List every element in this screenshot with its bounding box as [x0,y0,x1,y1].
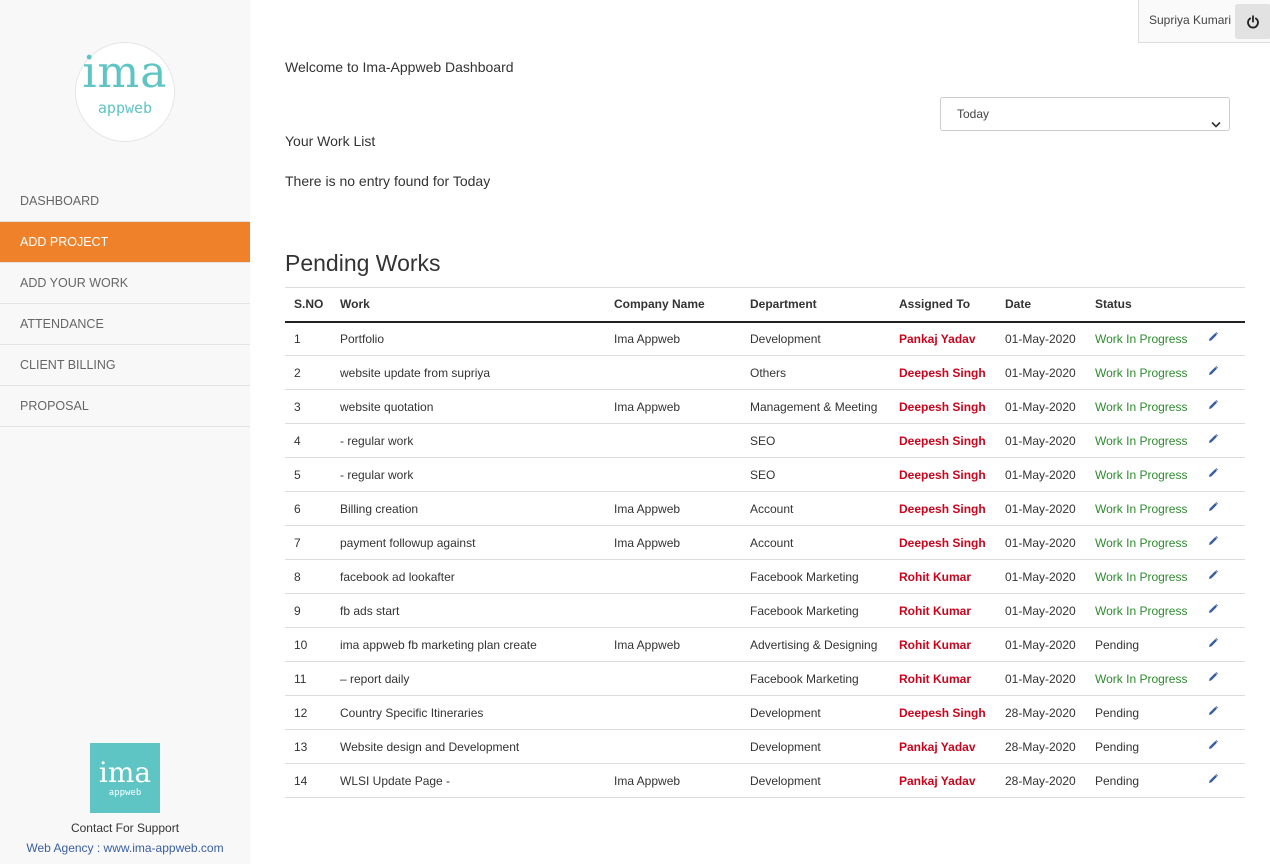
cell-date: 01-May-2020 [1005,569,1076,584]
table-row [285,560,1245,594]
cell-department: Facebook Marketing [750,671,859,686]
table-row [285,322,1245,356]
cell-status: Work In Progress [1095,399,1188,414]
cell-assigned-to: Deepesh Singh [899,535,986,550]
cell-assigned-to: Pankaj Yadav [899,773,976,788]
table-row [285,424,1245,458]
cell-sno: 3 [294,399,301,414]
cell-work: Billing creation [340,501,419,516]
cell-status: Work In Progress [1095,433,1188,448]
cell-department: Others [750,365,787,380]
cell-work: WLSI Update Page - [340,773,451,788]
cell-date: 01-May-2020 [1005,603,1076,618]
cell-department: Account [750,501,794,516]
cell-date: 01-May-2020 [1005,399,1076,414]
cell-company [614,458,750,492]
cell-status: Work In Progress [1095,671,1188,686]
cell-department: SEO [750,467,776,482]
cell-work: – report daily [340,671,410,686]
cell-assigned-to: Pankaj Yadav [899,331,976,346]
cell-assigned-to: Rohit Kumar [899,671,971,686]
cell-department: Development [750,705,821,720]
edit-icon[interactable] [1207,433,1219,445]
cell-company [614,424,750,458]
table-row [285,492,1245,526]
cell-actions [1207,662,1245,696]
cell-work: - regular work [340,433,414,448]
cell-company: Ima Appweb [614,535,681,550]
col-header-actions [1207,288,1245,322]
cell-sno: 4 [294,433,301,448]
cell-department: SEO [750,433,776,448]
cell-status: Work In Progress [1095,501,1188,516]
cell-actions [1207,322,1245,356]
table-row [285,696,1245,730]
welcome-text: Welcome to Ima-Appweb Dashboard [285,59,514,75]
cell-status: Pending [1095,739,1140,754]
cell-assigned-to: Deepesh Singh [899,365,986,380]
cell-sno: 11 [294,671,307,686]
cell-department: Facebook Marketing [750,569,859,584]
edit-icon[interactable] [1207,399,1219,411]
brand-logo[interactable] [75,42,175,142]
cell-assigned-to: Rohit Kumar [899,637,971,652]
cell-status: Pending [1095,637,1140,652]
sidebar-item-add-project[interactable]: ADD PROJECT [0,222,250,263]
cell-company [614,662,750,696]
cell-assigned-to: Rohit Kumar [899,603,971,618]
cell-company [614,730,750,764]
cell-assigned-to: Rohit Kumar [899,569,971,584]
cell-actions [1207,594,1245,628]
cell-work: facebook ad lookafter [340,569,455,584]
sidebar-item-client-billing[interactable]: CLIENT BILLING [0,345,250,386]
cell-status: Work In Progress [1095,569,1188,584]
table-row [285,390,1245,424]
cell-company: Ima Appweb [614,399,681,414]
cell-work: payment followup against [340,535,476,550]
edit-icon[interactable] [1207,637,1219,649]
cell-actions [1207,696,1245,730]
cell-assigned-to: Deepesh Singh [899,467,986,482]
cell-department: Facebook Marketing [750,603,859,618]
cell-sno: 6 [294,501,301,516]
support-text: Contact For Support [70,821,180,835]
cell-work: Country Specific Itineraries [340,705,484,720]
cell-date: 01-May-2020 [1005,501,1076,516]
cell-work: ima appweb fb marketing plan create [340,637,537,652]
edit-icon[interactable] [1207,501,1219,513]
col-header-company: Company Name [614,297,705,312]
cell-actions [1207,764,1245,798]
cell-status: Pending [1095,705,1140,720]
cell-company: Ima Appweb [614,501,681,516]
table-header-row [285,288,1245,322]
sidebar-item-proposal[interactable]: PROPOSAL [0,386,250,427]
date-filter-select[interactable] [940,97,1230,131]
table-row [285,662,1245,696]
cell-assigned-to: Deepesh Singh [899,705,986,720]
col-header-work: Work [340,297,370,312]
edit-icon[interactable] [1207,671,1219,683]
footer-logo-text-main: ima [98,756,152,789]
edit-icon[interactable] [1207,467,1219,479]
cell-sno: 5 [294,467,301,482]
cell-company [614,594,750,628]
cell-work: - regular work [340,467,414,482]
cell-company: Ima Appweb [614,637,681,652]
table-row [285,458,1245,492]
cell-date: 01-May-2020 [1005,637,1076,652]
edit-icon[interactable] [1207,603,1219,615]
cell-date: 28-May-2020 [1005,739,1076,754]
edit-icon[interactable] [1207,569,1219,581]
table-row [285,526,1245,560]
cell-date: 01-May-2020 [1005,671,1076,686]
col-header-assigned: Assigned To [899,297,971,312]
table-row [285,356,1245,390]
agency-link[interactable]: Web Agency : www.ima-appweb.com [26,841,224,855]
cell-assigned-to: Deepesh Singh [899,501,986,516]
cell-sno: 14 [294,773,308,788]
sidebar-item-attendance[interactable]: ATTENDANCE [0,304,250,345]
cell-actions [1207,526,1245,560]
edit-icon[interactable] [1207,535,1219,547]
col-header-sno: S.NO [294,297,324,312]
cell-assigned-to: Pankaj Yadav [899,739,976,754]
cell-company [614,696,750,730]
cell-department: Advertising & Designing [750,637,878,652]
cell-actions [1207,628,1245,662]
cell-sno: 8 [294,569,301,584]
col-header-date: Date [1005,297,1032,312]
cell-department: Development [750,773,821,788]
cell-work: website update from supriya [340,365,491,380]
pending-works-table [285,287,1245,798]
cell-actions [1207,390,1245,424]
date-filter-value: Today [957,107,990,121]
chevron-down-icon [1211,109,1221,141]
cell-status: Work In Progress [1095,603,1188,618]
col-header-status: Status [1095,297,1132,312]
work-list-title: Your Work List [285,133,376,149]
power-icon[interactable] [1235,4,1270,39]
table-row [285,730,1245,764]
table-row [285,764,1245,798]
cell-actions [1207,458,1245,492]
cell-assigned-to: Deepesh Singh [899,433,986,448]
cell-department: Account [750,535,794,550]
cell-sno: 9 [294,603,301,618]
edit-icon[interactable] [1207,739,1219,751]
cell-work: Website design and Development [340,739,520,754]
cell-date: 28-May-2020 [1005,773,1076,788]
cell-company: Ima Appweb [614,331,681,346]
cell-actions [1207,730,1245,764]
cell-work: Portfolio [340,331,385,346]
cell-department: Management & Meeting [750,399,878,414]
pending-works-title: Pending Works [285,250,441,276]
cell-sno: 10 [294,637,308,652]
cell-actions [1207,560,1245,594]
cell-sno: 2 [294,365,301,380]
cell-company: Ima Appweb [614,773,681,788]
edit-icon[interactable] [1207,331,1219,343]
edit-icon[interactable] [1207,705,1219,717]
user-name: Supriya Kumari [1149,13,1232,27]
cell-date: 01-May-2020 [1005,535,1076,550]
cell-actions [1207,424,1245,458]
cell-actions [1207,356,1245,390]
table-row [285,628,1245,662]
cell-assigned-to: Deepesh Singh [899,399,986,414]
cell-department: Development [750,739,821,754]
logo-text-sub: appweb [97,99,153,117]
cell-company [614,356,750,390]
cell-status: Work In Progress [1095,365,1188,380]
edit-icon[interactable] [1207,365,1219,377]
cell-sno: 1 [294,331,301,346]
no-entry-message: There is no entry found for Today [285,173,491,189]
table-row [285,594,1245,628]
col-header-department: Department [750,297,817,312]
cell-work: website quotation [340,399,434,414]
cell-date: 01-May-2020 [1005,331,1076,346]
footer-logo [90,743,160,813]
user-menu [1138,0,1270,43]
sidebar [0,0,250,864]
edit-icon[interactable] [1207,773,1219,785]
cell-sno: 7 [294,535,301,550]
cell-date: 28-May-2020 [1005,705,1076,720]
cell-department: Development [750,331,821,346]
cell-status: Pending [1095,773,1140,788]
cell-sno: 12 [294,705,308,720]
cell-date: 01-May-2020 [1005,467,1076,482]
cell-date: 01-May-2020 [1005,365,1076,380]
cell-company [614,560,750,594]
cell-work: fb ads start [340,603,400,618]
footer-logo-text-sub: appweb [108,788,142,798]
cell-status: Work In Progress [1095,331,1188,346]
cell-status: Work In Progress [1095,535,1188,550]
cell-date: 01-May-2020 [1005,433,1076,448]
sidebar-item-dashboard[interactable]: DASHBOARD [0,181,250,222]
sidebar-item-add-your-work[interactable]: ADD YOUR WORK [0,263,250,304]
sidebar-nav [0,181,250,427]
cell-status: Work In Progress [1095,467,1188,482]
cell-actions [1207,492,1245,526]
logo-text-main: ima [82,47,168,98]
cell-sno: 13 [294,739,308,754]
